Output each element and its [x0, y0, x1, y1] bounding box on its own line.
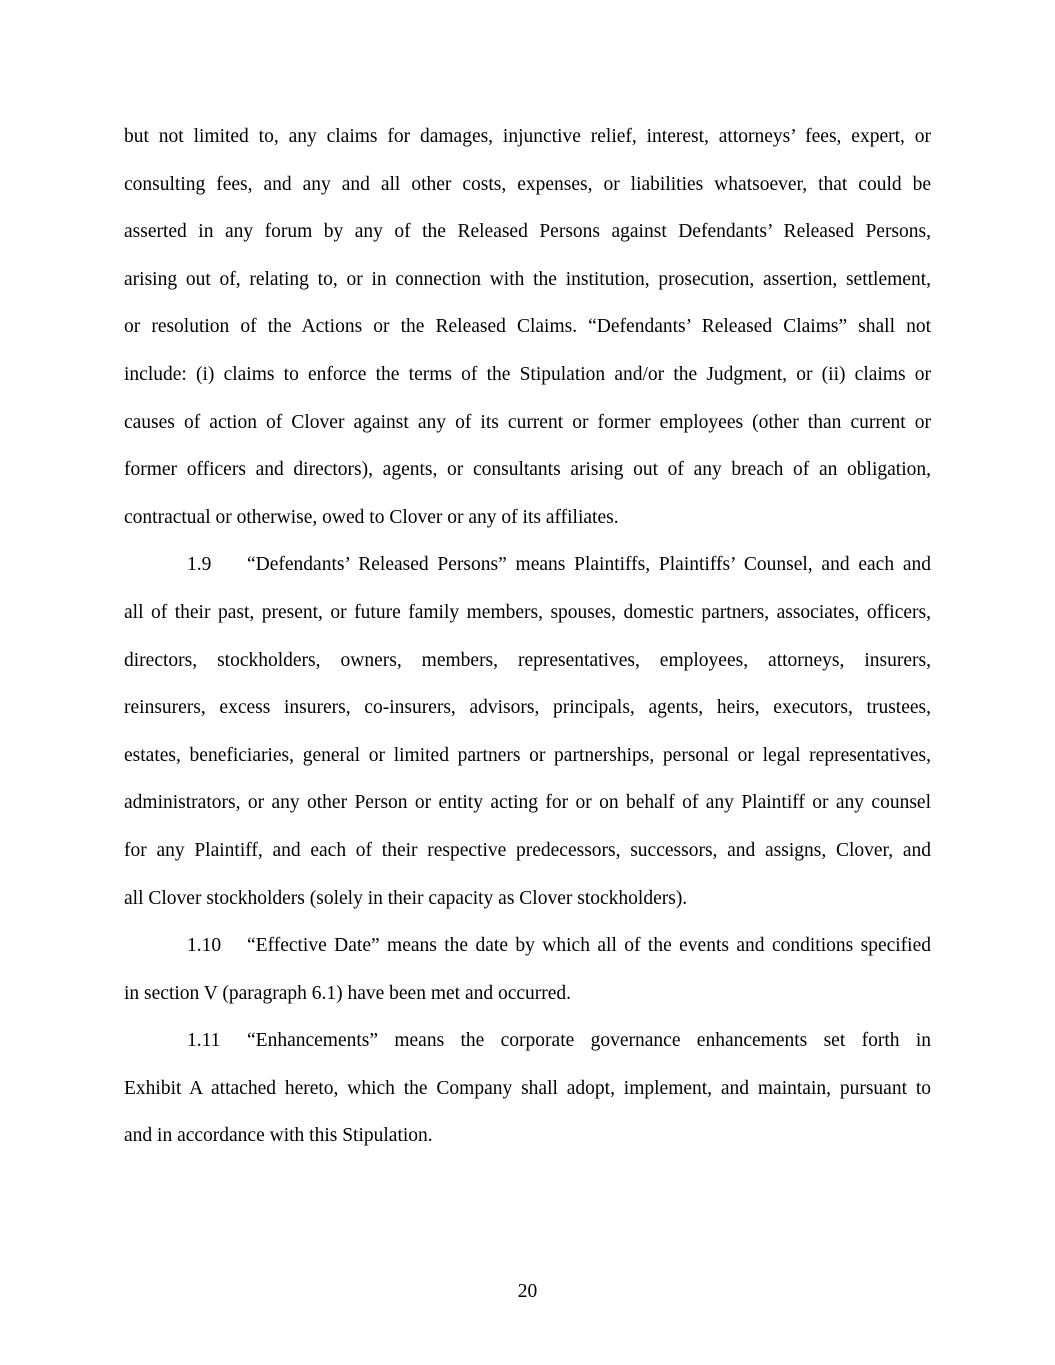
paragraph-line: and in accordance with this Stipulation. — [124, 1125, 433, 1147]
paragraph-line: directors, stockholders, owners, members, representatives, employees, attorneys, insurers, — [124, 649, 931, 671]
section-number: 1.11 — [187, 1030, 221, 1052]
paragraph-line: for any Plaintiff, and each of their respective predecessors, successors, and assigns, Clover, and — [124, 839, 931, 861]
paragraph-line: all of their past, present, or future family members, spouses, domestic partners, associates, officers, — [124, 601, 931, 623]
paragraph-line: consulting fees, and any and all other costs, expenses, or liabilities whatsoever, that could be — [124, 173, 931, 195]
paragraph-line: include: (i) claims to enforce the terms of the Stipulation and/or the Judgment, or (ii) claims or — [124, 363, 931, 385]
paragraph-line: administrators, or any other Person or entity acting for or on behalf of any Plaintiff or any counsel — [124, 792, 931, 814]
paragraph-line: former officers and directors), agents, or consultants arising out of any breach of an obligation, — [124, 459, 931, 481]
continuation-paragraph — [124, 113, 931, 541]
page-number: 20 — [517, 1281, 538, 1302]
section-1-10 — [124, 922, 931, 1017]
paragraph-line: or resolution of the Actions or the Released Claims. “Defendants’ Released Claims” shall not — [124, 316, 931, 338]
document-body — [124, 113, 931, 1160]
section-first-line — [124, 1017, 931, 1065]
paragraph-line: asserted in any forum by any of the Released Persons against Defendants’ Released Persons, — [124, 221, 931, 243]
section-1-9 — [124, 541, 931, 922]
section-first-line — [124, 922, 931, 970]
paragraph-line: but not limited to, any claims for damages, injunctive relief, interest, attorneys’ fees, expert, or — [124, 126, 931, 147]
section-1-11 — [124, 1017, 931, 1160]
paragraph-line: Exhibit A attached hereto, which the Company shall adopt, implement, and maintain, pursuant to — [124, 1077, 931, 1099]
section-first-line-text: “Effective Date” means the date by which all of the events and conditions specified — [247, 935, 931, 957]
section-first-line — [124, 541, 931, 589]
section-number: 1.10 — [187, 935, 222, 957]
paragraph-line: all Clover stockholders (solely in their capacity as Clover stockholders). — [124, 887, 688, 909]
paragraph-line: in section V (paragraph 6.1) have been met and occurred. — [124, 982, 572, 1004]
section-first-line-text: “Defendants’ Released Persons” means Plaintiffs, Plaintiffs’ Counsel, and each and — [247, 554, 931, 576]
paragraph-line: contractual or otherwise, owed to Clover or any of its affiliates. — [124, 506, 619, 528]
paragraph-line: causes of action of Clover against any of its current or former employees (other than current or — [124, 411, 931, 433]
paragraph-line: arising out of, relating to, or in connection with the institution, prosecution, assertion, settlement, — [124, 268, 931, 290]
paragraph-line: estates, beneficiaries, general or limited partners or partnerships, personal or legal representatives, — [124, 744, 931, 766]
paragraph-line: reinsurers, excess insurers, co-insurers, advisors, principals, agents, heirs, executors, trustees, — [124, 697, 931, 719]
section-first-line-text: “Enhancements” means the corporate governance enhancements set forth in — [247, 1030, 931, 1052]
section-number: 1.9 — [187, 554, 212, 576]
